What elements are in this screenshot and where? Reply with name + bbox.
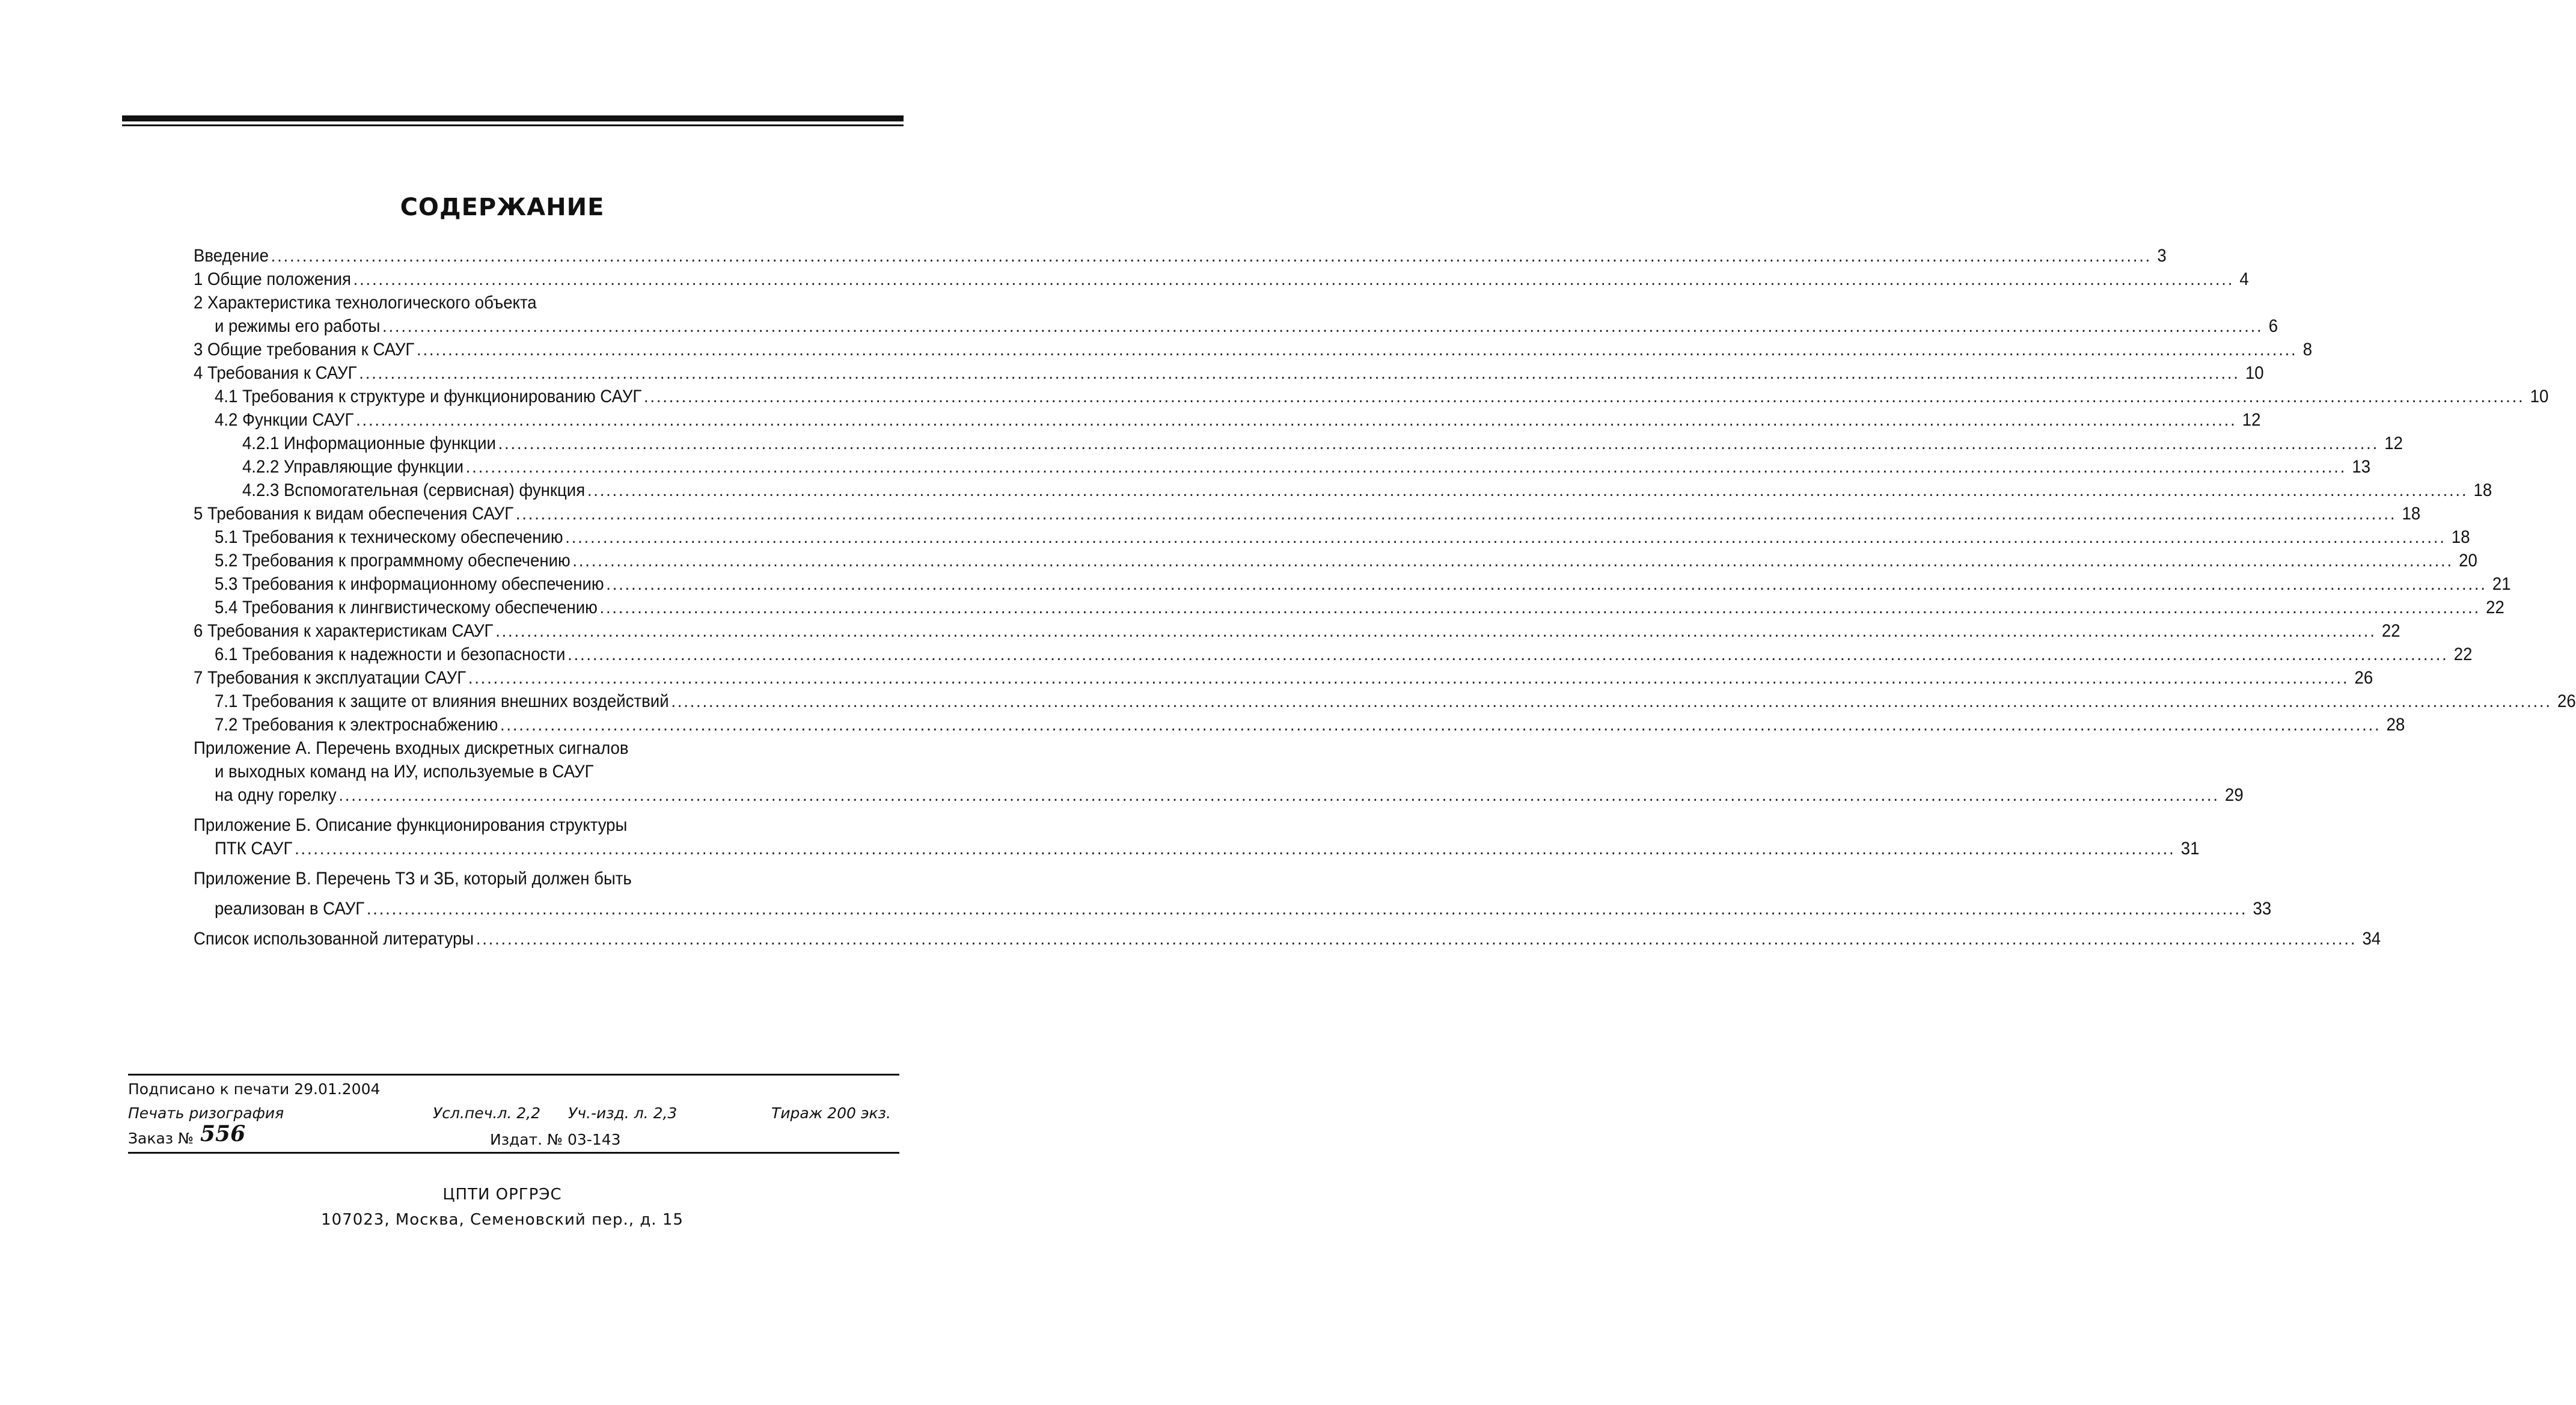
toc-entry-page: 8 [2302,340,2313,360]
toc-dot-leader: ............................................................................................................................................................................................................................................................................................................ [599,598,2480,617]
toc-entry [194,572,2511,596]
toc-entry-title: Список использованной литературы [194,929,474,949]
toc-dot-leader: ............................................................................................................................................................................................................................................................................................................ [468,668,2349,688]
toc-entry-page: 29 [2225,785,2244,805]
imprint-order-number: 556 [200,1121,246,1146]
toc-dot-leader: ............................................................................................................................................................................................................................................................................................................ [271,246,2152,266]
imprint-print-type: Печать ризография [128,1104,284,1122]
toc-entry-title: Приложение В. Перечень ТЗ и ЗБ, который должен быть [194,869,632,889]
toc-entry [194,619,2400,643]
imprint-top-rule [128,1074,899,1076]
toc-entry-title: 5.4 Требования к лингвистическому обеспечению [214,598,598,617]
toc-dot-leader: ............................................................................................................................................................................................................................................................................................................ [417,340,2298,360]
toc-dot-leader: ............................................................................................................................................................................................................................................................................................................ [565,527,2446,547]
toc-entry-title: и выходных команд на ИУ, используемые в САУГ [214,762,594,782]
toc-entry [194,244,2167,268]
toc-entry [194,666,2373,690]
toc-entry [194,867,771,890]
toc-entry-title: 7 Требования к эксплуатации САУГ [194,668,467,688]
toc-entry [194,455,2371,479]
toc-entry-page: 26 [2354,668,2373,688]
toc-entry-page: 12 [2242,410,2261,430]
toc-entry-title: 5.1 Требования к техническому обеспечению [214,527,563,547]
toc-entry-page: 18 [2451,527,2470,547]
toc-dot-leader: ............................................................................................................................................................................................................................................................................................................ [353,269,2235,289]
toc-entry-title: 5 Требования к видам обеспечения САУГ [194,504,514,524]
toc-entry-title: 4.2.2 Управляющие функции [242,457,464,477]
toc-entry-page: 4 [2239,269,2249,289]
toc-entry-page: 12 [2384,433,2403,453]
toc-entry-page: 3 [2157,246,2167,266]
toc-entry-page: 34 [2362,929,2381,949]
toc-entry-page: 21 [2492,574,2511,594]
toc-entry-title: 3 Общие требования к САУГ [194,340,415,360]
toc-dot-leader: ............................................................................................................................................................................................................................................................................................................ [606,574,2487,594]
page-title: СОДЕРЖАНИЕ [400,194,605,221]
top-rule-thick [122,115,904,121]
toc-entry [194,385,2549,408]
toc-entry [194,643,2473,666]
toc-entry [194,549,2477,572]
toc-entry-title: 1 Общие положения [194,269,351,289]
toc-entry-title: 4 Требования к САУГ [194,363,357,383]
toc-dot-leader: ............................................................................................................................................................................................................................................................................................................ [671,691,2552,711]
toc-dot-leader: ............................................................................................................................................................................................................................................................................................................ [587,480,2468,500]
toc-dot-leader: ............................................................................................................................................................................................................................................................................................................ [359,363,2240,383]
toc-entry [194,760,771,783]
toc-dot-leader: ............................................................................................................................................................................................................................................................................................................ [643,387,2525,406]
toc-entry [194,713,2405,736]
toc-dot-leader: ............................................................................................................................................................................................................................................................................................................ [500,715,2381,735]
toc-entry-page: 28 [2386,715,2405,735]
imprint-bottom-rule [128,1152,899,1154]
toc-entry-page: 22 [2486,598,2504,617]
toc-entry [194,783,2244,807]
toc-entry-page: 10 [2245,363,2264,383]
imprint-tirazh: Тираж 200 экз. [771,1104,891,1122]
top-rule-thin [122,124,904,126]
toc-entry-title: и режимы его работы [214,316,381,336]
toc-dot-leader: ............................................................................................................................................................................................................................................................................................................ [366,899,2248,919]
toc-entry-title: Приложение Б. Описание функционирования структуры [194,815,628,835]
toc-entry-title: 4.2 Функции САУГ [214,410,354,430]
toc-entry [194,897,2272,920]
toc-entry-title: 6.1 Требования к надежности и безопасности [214,644,566,664]
toc-entry-title: 7.1 Требования к защите от влияния внешних воздействий [214,691,669,711]
toc-entry [194,361,2264,385]
toc-dot-leader: ............................................................................................................................................................................................................................................................................................................ [476,929,2357,949]
toc-dot-leader: ............................................................................................................................................................................................................................................................................................................ [515,504,2397,524]
toc-dot-leader: ............................................................................................................................................................................................................................................................................................................ [572,551,2453,571]
toc-entry [194,408,2261,432]
toc-entry-page: 26 [2557,691,2576,711]
toc-entry-title: 4.2.3 Вспомогательная (сервисная) функция [242,480,586,500]
toc-entry [194,596,2504,619]
toc-entry [194,813,771,837]
toc-entry-title: 5.2 Требования к программному обеспечению [214,551,571,571]
toc-entry-page: 6 [2268,316,2278,336]
toc-dot-leader: ............................................................................................................................................................................................................................................................................................................ [498,433,2379,453]
toc-dot-leader: ............................................................................................................................................................................................................................................................................................................ [338,785,2220,805]
toc-entry-title: на одну горелку [214,785,337,805]
toc-entry [194,291,771,314]
toc-entry-page: 33 [2253,899,2272,919]
imprint-order-label: Заказ № [128,1130,194,1147]
toc-dot-leader: ............................................................................................................................................................................................................................................................................................................ [568,644,2449,664]
toc-entry-page: 20 [2459,551,2477,571]
toc-entry-title: 7.2 Требования к электроснабжению [214,715,498,735]
toc-entry-page: 31 [2180,839,2200,859]
toc-dot-leader: ............................................................................................................................................................................................................................................................................................................ [356,410,2237,430]
toc-entry-page: 22 [2453,644,2473,664]
toc-entry-title: ПТК САУГ [214,839,293,859]
toc-entry-page: 13 [2352,457,2371,477]
toc-entry-page: 10 [2530,387,2549,406]
toc-entry [194,736,771,760]
toc-entry [194,314,2278,338]
toc-entry [194,268,2249,291]
imprint-uch-izd: Уч.-изд. л. 2,3 [568,1104,678,1122]
toc-entry [194,690,2576,713]
toc-entry [194,525,2470,549]
toc-entry-page: 18 [2402,504,2421,524]
imprint-usl-pech: Усл.печ.л. 2,2 [433,1104,540,1122]
toc-entry-title: 5.3 Требования к информационному обеспечению [214,574,604,594]
toc-dot-leader: ............................................................................................................................................................................................................................................................................................................ [465,457,2347,477]
toc-entry-title: 4.1 Требования к структуре и функционированию САУГ [214,387,642,406]
toc-entry-page: 22 [2381,621,2400,641]
toc-entry-title: 2 Характеристика технологического объекта [194,293,537,313]
toc-entry [194,338,2313,361]
publisher-address: 107023, Москва, Семеновский пер., д. 15 [321,1211,684,1229]
table-of-contents [194,244,2576,950]
toc-entry-title: 4.2.1 Информационные функции [242,433,496,453]
toc-entry [194,502,2421,525]
toc-entry-title: Приложение А. Перечень входных дискретных сигналов [194,738,629,758]
toc-entry-title: реализован в САУГ [214,899,365,919]
toc-entry [194,927,2381,950]
publisher-name: ЦПТИ ОРГРЭС [442,1186,562,1204]
toc-entry [194,479,2492,502]
toc-entry-page: 18 [2473,480,2492,500]
imprint-izdat: Издат. № 03-143 [490,1131,621,1148]
toc-entry-title: 6 Требования к характеристикам САУГ [194,621,494,641]
imprint-signed: Подписано к печати 29.01.2004 [128,1080,381,1098]
toc-dot-leader: ............................................................................................................................................................................................................................................................................................................ [382,316,2263,336]
toc-entry [194,837,2200,860]
toc-entry [194,432,2403,455]
toc-entry-title: Введение [194,246,269,266]
toc-dot-leader: ............................................................................................................................................................................................................................................................................................................ [295,839,2176,859]
toc-dot-leader: ............................................................................................................................................................................................................................................................................................................ [495,621,2376,641]
